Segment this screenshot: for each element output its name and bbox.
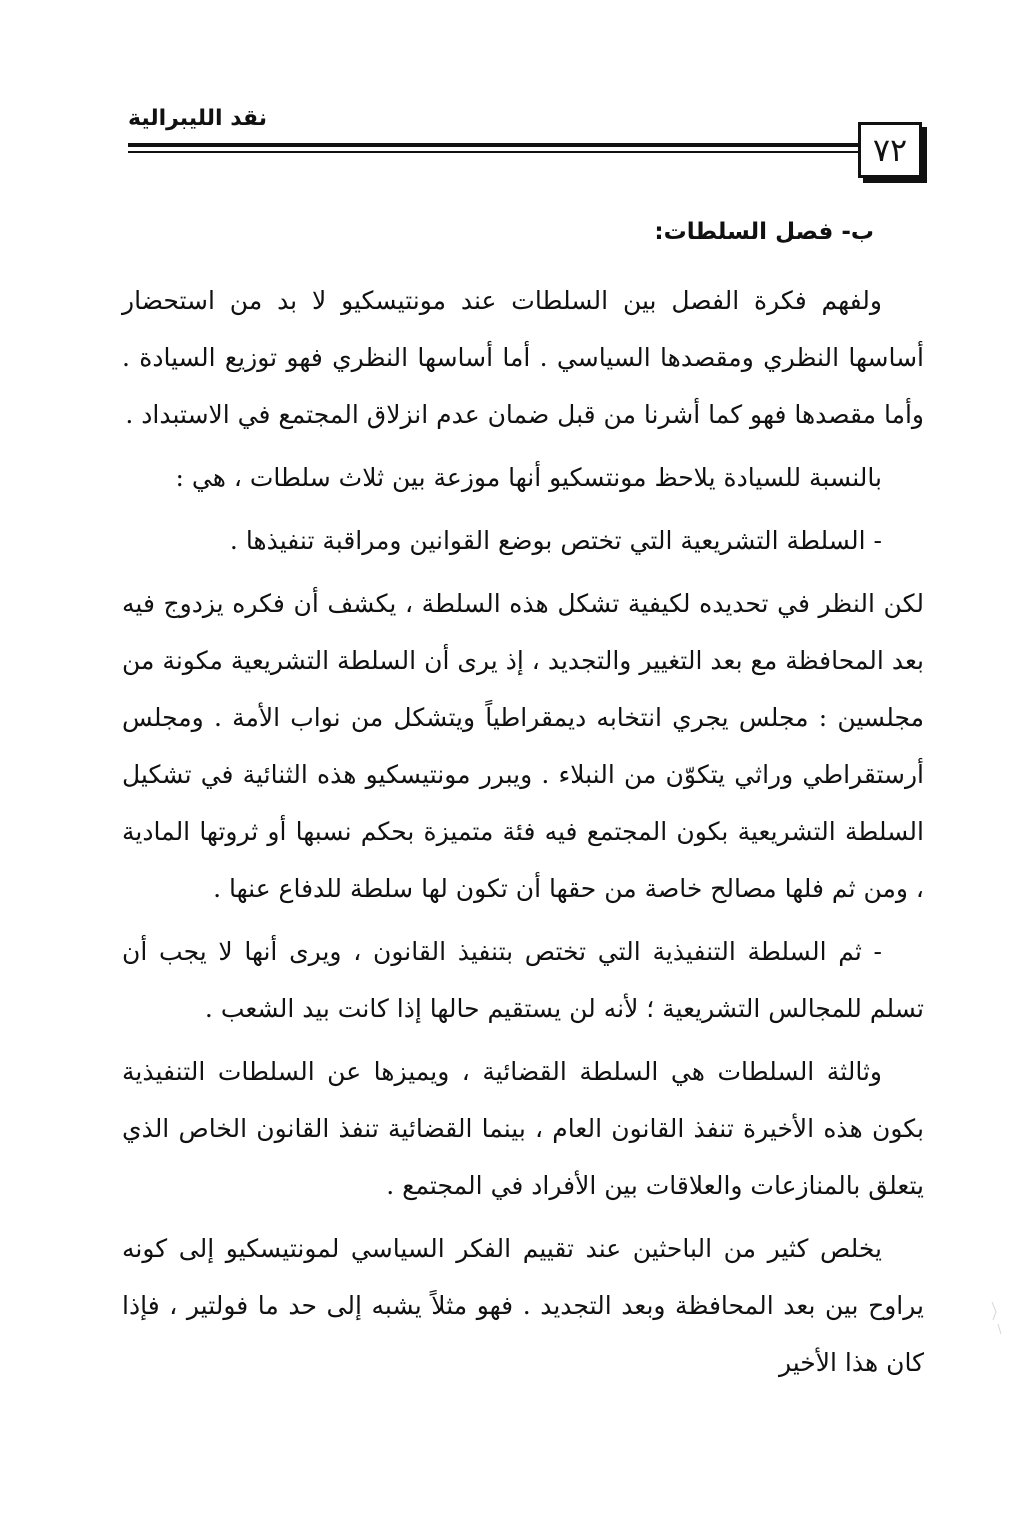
paragraph-executive: - ثم السلطة التنفيذية التي تختص بتنفيذ القانون ، ويرى أنها لا يجب أن تسلم للمجالس التشريعية ؛ لأنه لن يستقيم حالها إذا كانت بيد الشعب . — [122, 937, 924, 1023]
paragraph-intro: ولفهم فكرة الفصل بين السلطات عند مونتيسكيو لا بد من استحضار أساسها النظري ومقصدها السياسي . أما أساسها النظري فهو توزيع السيادة . وأما مقصدها فهو كما أشرنا من قبل ضمان عدم انزلاق المجتمع في الاستبداد . — [122, 286, 924, 429]
page-number: ٧٢ — [858, 122, 922, 178]
page-body — [122, 212, 924, 1397]
header-rule-thin — [128, 151, 858, 153]
header-rule-thick — [128, 143, 858, 147]
paragraph-judicial: وثالثة السلطات هي السلطة القضائية ، ويميزها عن السلطات التنفيذية بكون هذه الأخيرة تنفذ القانون العام ، بينما القضائية تنفذ القانون الخاص الذي يتعلق بالمنازعات والعلاقات بين الأفراد في المجتمع . — [122, 1057, 924, 1200]
section-heading: ب- فصل السلطات: — [654, 219, 874, 245]
paragraph-sovereignty: بالنسبة للسيادة يلاحظ مونتسكيو أنها موزعة بين ثلاث سلطات ، هي : — [175, 463, 882, 492]
running-title: نقد الليبرالية — [128, 106, 268, 131]
paragraph-legislative: - السلطة التشريعية التي تختص بوضع القوانين ومراقبة تنفيذها . — [229, 526, 882, 555]
paragraph-conclusion: يخلص كثير من الباحثين عند تقييم الفكر السياسي لمونتيسكيو إلى كونه يراوح بين بعد المحافظة وبعد التجديد . فهو مثلاً يشبه إلى حد ما فولتير ، فإذا كان هذا الأخير — [122, 1234, 924, 1377]
scan-artifact — [990, 1300, 1004, 1340]
paragraph-legislative-detail: لكن النظر في تحديده لكيفية تشكل هذه السلطة ، يكشف أن فكره يزدوج فيه بعد المحافظة مع بعد التغيير والتجديد ، إذ يرى أن السلطة التشريعية مكونة من مجلسين : مجلس يجري انتخابه ديمقراطياً ويتشكل من نواب الأمة . ومجلس أرستقراطي وراثي يتكوّن من النبلاء . ويبرر مونتيسكيو هذه الثنائية في تشكيل السلطة التشريعية بكون المجتمع فيه فئة متميزة بحكم نسبها أو ثروتها المادية ، ومن ثم فلها مصالح خاصة من حقها أن تكون لها سلطة للدفاع عنها . — [122, 589, 924, 903]
